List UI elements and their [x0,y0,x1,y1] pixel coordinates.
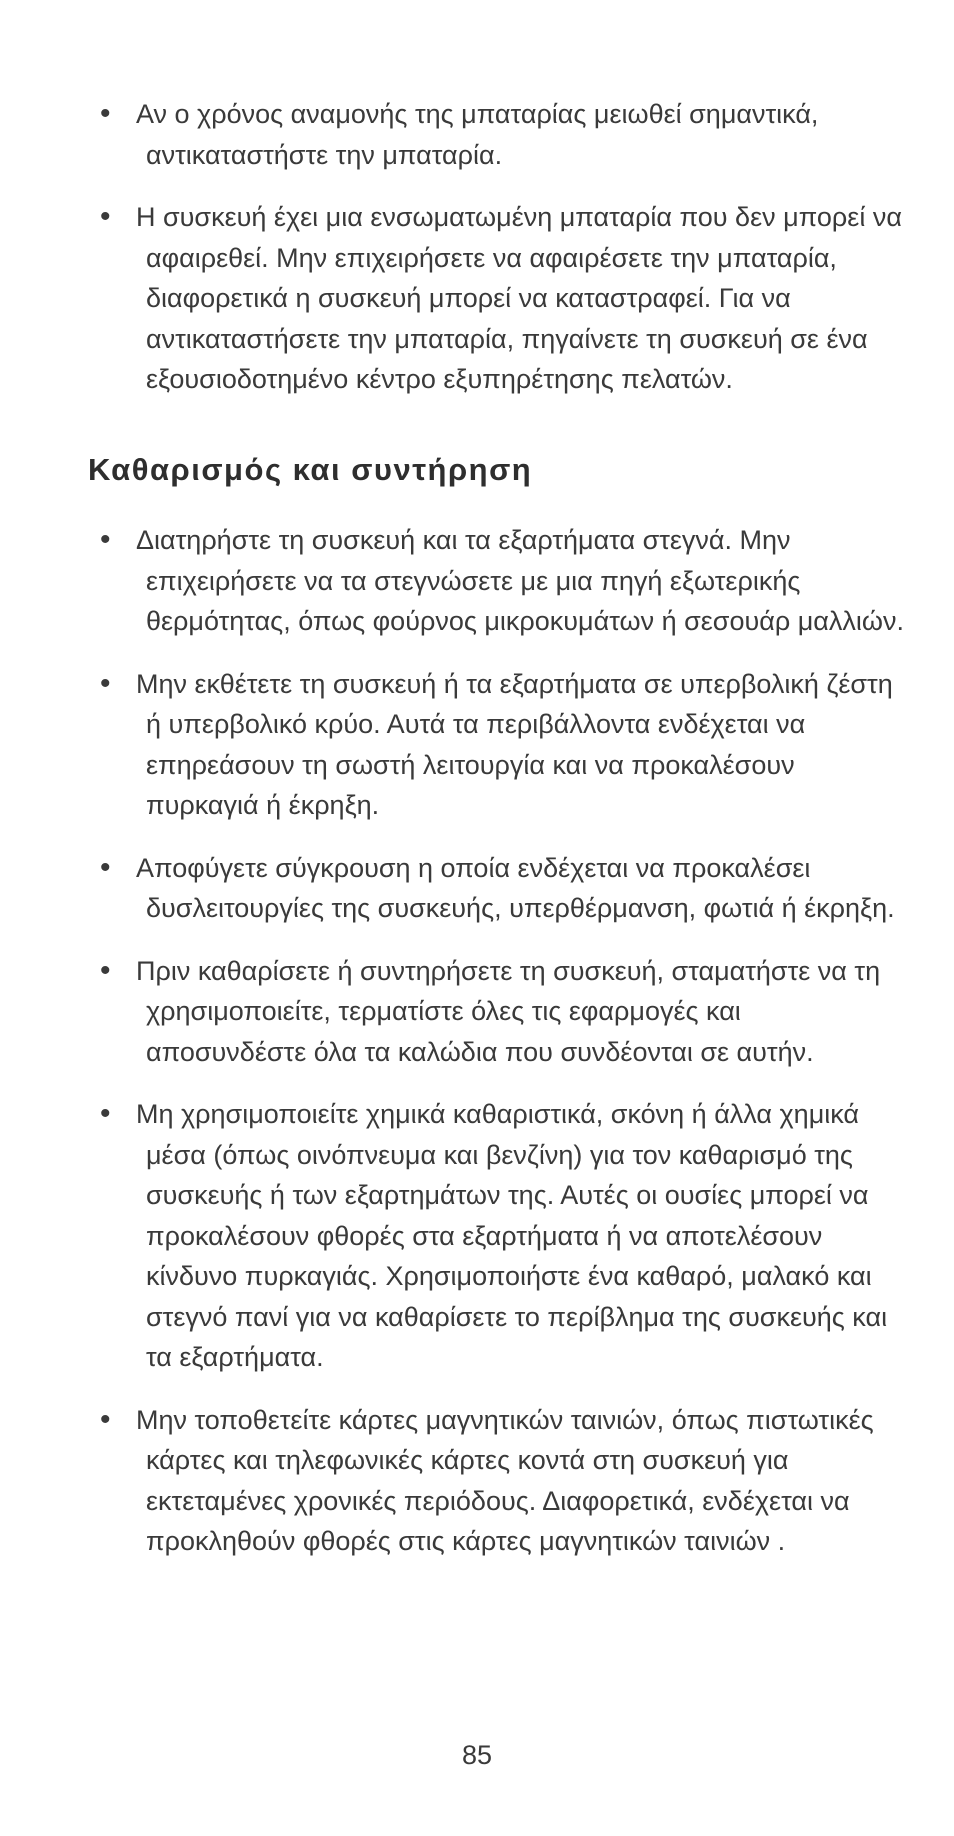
bullet-icon: • [100,666,111,700]
list-item [0,951,954,1073]
bullet-icon: • [100,1402,111,1436]
bullet-icon: • [100,1097,111,1130]
bullet-icon: • [100,953,111,987]
bullet-icon: • [100,97,111,130]
page-number: 85 [461,1740,493,1770]
list-item [0,94,954,175]
list-item-text: Αν ο χρόνος αναμονής της μπαταρίας μειωθεί σημαντικά, αντικαταστήστε την μπαταρία. [136,99,819,170]
list-item-text: Η συσκευή έχει μια ενσωματωμένη μπαταρία που δεν μπορεί να αφαιρεθεί. Μην επιχειρήσετε να αφαιρέσετε την μπαταρία, διαφορετικά η συσκευή μπορεί να καταστραφεί. Για να αντικαταστήσετε την μπαταρία, πηγαίνετε τη συσκευή σε ένα εξουσιοδοτημένο κέντρο εξυπηρέτησης πελατών. [136,202,902,394]
list-item [0,520,954,642]
bullet-icon: • [100,200,111,233]
list-item [0,197,954,400]
list-item-text: Αποφύγετε σύγκρουση η οποία ενδέχεται να προκαλέσει δυσλειτουργίες της συσκευής, υπερθέρμανση, φωτιά ή έκρηξη. [136,852,895,923]
list-item [0,848,954,929]
list-item-text: Μη χρησιμοποιείτε χημικά καθαριστικά, σκόνη ή άλλα χημικά μέσα (όπως οινόπνευμα και βενζίνη) για τον καθαρισμό της συσκευής ή των εξαρτημάτων της. Αυτές οι ουσίες μπορεί να προκαλέσουν φθορές στα εξαρτήματα ή να αποτελέσουν κίνδυνο πυρκαγιάς. Χρησιμοποιήστε ένα καθαρό, μαλακό και στεγνό πανί για να καθαρίσετε το περίβλημα της συσκευής και τα εξαρτήματα. [136,1099,888,1372]
battery-bullet-list [0,94,954,422]
list-item [0,1094,954,1378]
bullet-icon: • [100,850,111,884]
list-item-text: Μην εκθέτετε τη συσκευή ή τα εξαρτήματα σε υπερβολική ζέστη ή υπερβολικό κρύο. Αυτά τα περιβάλλοντα ενδέχεται να επηρεάσουν τη σωστή λειτουργία και να προκαλέσουν πυρκαγιά ή έκρηξη. [136,668,893,820]
cleaning-bullet-list [0,520,954,1584]
list-item [0,664,954,826]
section-heading: Καθαρισμός και συντήρηση [88,452,533,487]
list-item-text: Μην τοποθετείτε κάρτες μαγνητικών ταινιών, όπως πιστωτικές κάρτες και τηλεφωνικές κάρτες κοντά στη συσκευή για εκτεταμένες χρονικές περιόδους. Διαφορετικά, ενδέχεται να προκληθούν φθορές στις κάρτες μαγνητικών ταινιών . [136,1404,874,1556]
list-item-text: Πριν καθαρίσετε ή συντηρήσετε τη συσκευή, σταματήστε να τη χρησιμοποιείτε, τερματίστε όλες τις εφαρμογές και αποσυνδέστε όλα τα καλώδια που συνδέονται σε αυτήν. [136,955,881,1067]
list-item [0,1400,954,1562]
list-item-text: Διατηρήστε τη συσκευή και τα εξαρτήματα στεγνά. Μην επιχειρήσετε να τα στεγνώσετε με μια πηγή εξωτερικής θερμότητας, όπως φούρνος μικροκυμάτων ή σεσουάρ μαλλιών. [136,525,904,636]
bullet-icon: • [100,523,111,556]
